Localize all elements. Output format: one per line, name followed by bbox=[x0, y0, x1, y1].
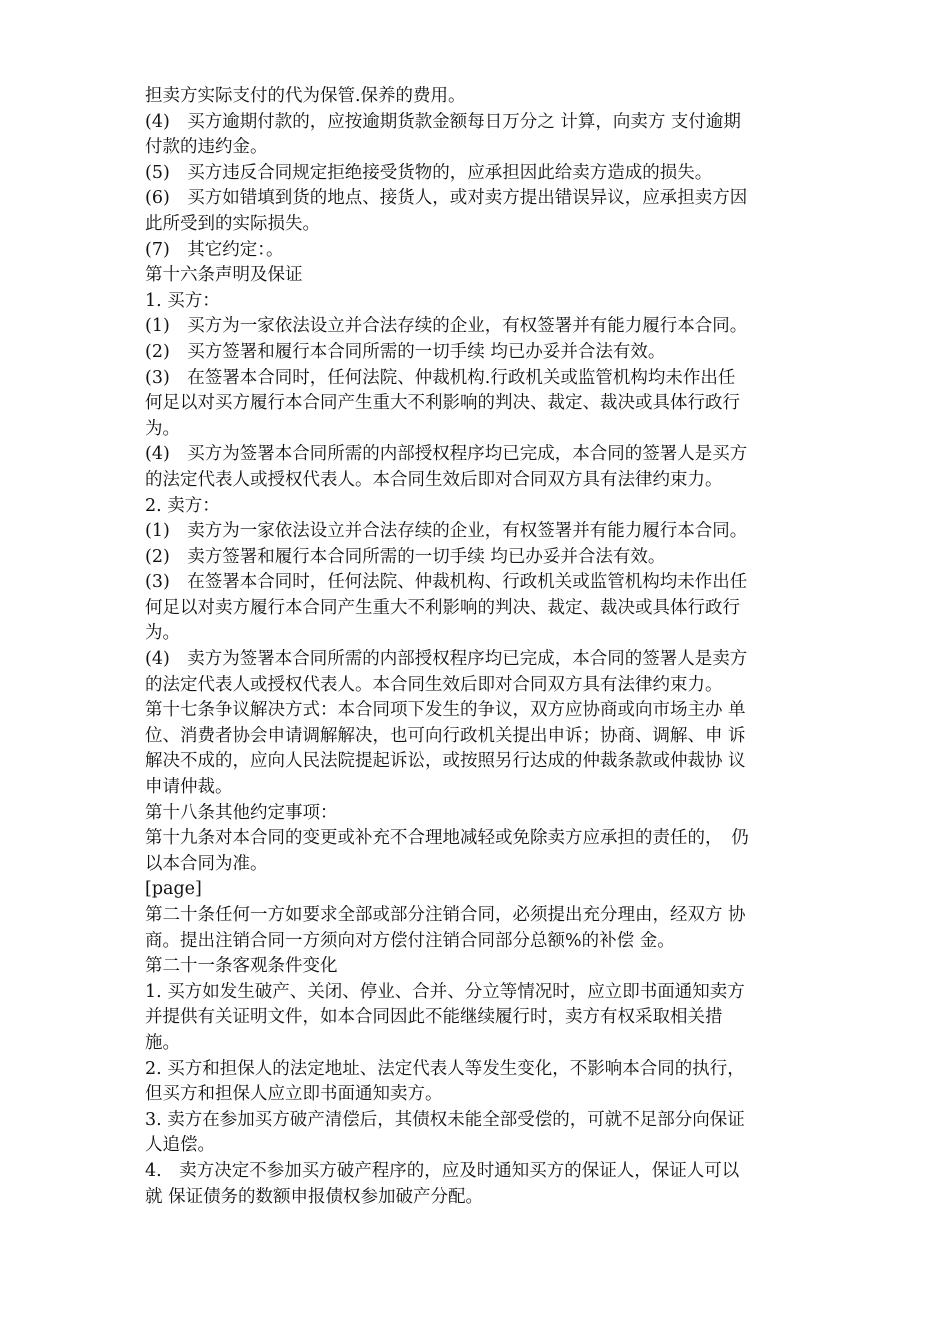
section-heading: 第十六条声明及保证 bbox=[145, 265, 303, 286]
text-line: (3) 在签署本合同时，任何法院、仲裁机构.行政机关或监管机构均未作出任 bbox=[145, 367, 736, 388]
text-line: (2) 买方签署和履行本合同所需的一切手续 均已办妥并合法有效。 bbox=[145, 341, 666, 362]
section-heading: 第十七条争议解决方式：本合同项下发生的争议，双方应协商或向市场主办 单 bbox=[145, 700, 746, 721]
section-heading: 第二十一条客观条件变化 bbox=[145, 956, 338, 977]
text-line: 1. 买方如发生破产、关闭、停业、合并、分立等情况时，应立即书面通知卖方 bbox=[145, 981, 745, 1002]
text-line: 1. 买方： bbox=[145, 290, 220, 311]
text-line: 位、消费者协会申请调解解决，也可向行政机关提出申诉；协商、调解、申 诉 bbox=[145, 725, 746, 746]
text-line: 2. 买方和担保人的法定地址、法定代表人等发生变化，不影响本合同的执行， bbox=[145, 1058, 745, 1079]
text-line: 担卖方实际支付的代为保管.保养的费用。 bbox=[145, 86, 466, 106]
text-line: 解决不成的，应向人民法院提起诉讼，或按照另行达成的仲裁条款或仲裁协 议 bbox=[145, 751, 746, 772]
text-line: (6) 买方如错填到货的地点、接货人，或对卖方提出错误异议，应承担卖方因 bbox=[145, 188, 748, 209]
section-heading: 第十八条其他约定事项： bbox=[145, 802, 338, 823]
text-line: 施。 bbox=[145, 1032, 180, 1053]
text-line: 的法定代表人或授权代表人。本合同生效后即对合同双方具有法律约束力。 bbox=[145, 469, 723, 490]
text-line: (4) 买方逾期付款的，应按逾期货款金额每日万分之 计算，向卖方 支付逾期 bbox=[145, 111, 741, 132]
text-line: 以本合同为准。 bbox=[145, 853, 268, 874]
text-line: 申请仲裁。 bbox=[145, 777, 233, 798]
text-line: (5) 买方违反合同规定拒绝接受货物的，应承担因此给卖方造成的损失。 bbox=[145, 162, 713, 183]
text-line: 为。 bbox=[145, 623, 180, 644]
text-line: (1) 买方为一家依法设立并合法存续的企业，有权签署并有能力履行本合同。 bbox=[145, 316, 748, 337]
text-line: 的法定代表人或授权代表人。本合同生效后即对合同双方具有法律约束力。 bbox=[145, 674, 723, 695]
text-line: 但买方和担保人应立即书面通知卖方。 bbox=[145, 1084, 443, 1105]
page-marker: [page] bbox=[145, 879, 202, 900]
text-line: 3. 卖方在参加买方破产清偿后，其债权未能全部受偿的，可就不足部分向保证 bbox=[145, 1109, 745, 1130]
text-line: (3) 在签署本合同时，任何法院、仲裁机构、行政机关或监管机构均未作出任 bbox=[145, 572, 748, 593]
text-line: (2) 卖方签署和履行本合同所需的一切手续 均已办妥并合法有效。 bbox=[145, 546, 666, 567]
text-line: 并提供有关证明文件，如本合同因此不能继续履行时，卖方有权采取相关措 bbox=[145, 1007, 723, 1028]
text-line: 人追偿。 bbox=[145, 1135, 215, 1156]
text-line: 为。 bbox=[145, 418, 180, 439]
text-line: 付款的违约金。 bbox=[145, 137, 268, 158]
text-line: (7) 其它约定：。 bbox=[145, 239, 284, 260]
text-line: 4. 卖方决定不参加买方破产程序的，应及时通知买方的保证人，保证人可以 bbox=[145, 1160, 740, 1181]
text-line: 何足以对卖方履行本合同产生重大不利影响的判决、裁定、裁决或具体行政行 bbox=[145, 597, 740, 618]
text-line: 何足以对买方履行本合同产生重大不利影响的判决、裁定、裁决或具体行政行 bbox=[145, 393, 740, 414]
text-line: 2. 卖方： bbox=[145, 495, 220, 516]
text-line: 就 保证债务的数额申报债权参加破产分配。 bbox=[145, 1186, 484, 1207]
text-line: 此所受到的实际损失。 bbox=[145, 213, 320, 234]
text-line: (4) 卖方为签署本合同所需的内部授权程序均已完成，本合同的签署人是卖方 bbox=[145, 649, 748, 670]
section-heading: 第二十条任何一方如要求全部或部分注销合同，必须提出充分理由，经双方 协 bbox=[145, 905, 746, 925]
section-heading: 第十九条对本合同的变更或补充不合理地减轻或免除卖方应承担的责任的， 仍 bbox=[145, 828, 749, 849]
text-line: (1) 卖方为一家依法设立并合法存续的企业，有权签署并有能力履行本合同。 bbox=[145, 521, 748, 542]
text-line: (4) 买方为签署本合同所需的内部授权程序均已完成，本合同的签署人是买方 bbox=[145, 444, 748, 465]
text-line: 商。提出注销合同一方须向对方偿付注销合同部分总额%的补偿 金。 bbox=[145, 930, 675, 951]
